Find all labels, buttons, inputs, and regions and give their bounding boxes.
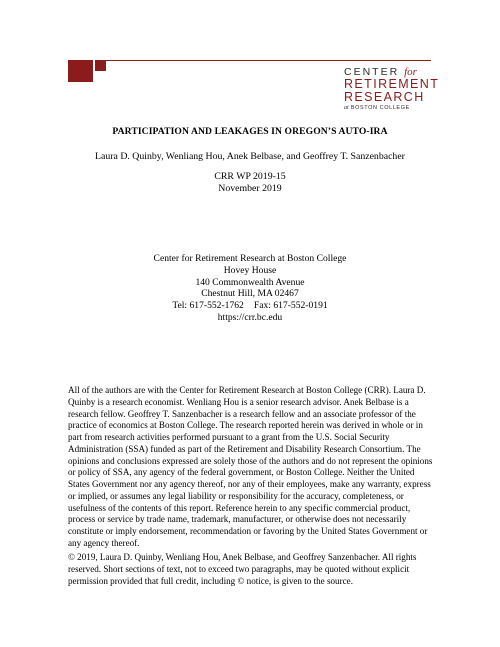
logo-bc-text: BOSTON COLLEGE (350, 105, 410, 111)
logo-at-text: at (344, 105, 349, 111)
copyright-paragraph: © 2019, Laura D. Quinby, Wenliang Hou, Anek Belbase, and Geoffrey Sanzenbacher. All rights reserved. Short sections of text, not to exceed two paragraphs, may be quoted without explicit permission provided that full credit, including © notice, is given to the source. (68, 552, 417, 586)
address-url[interactable]: https://crr.bc.edu (217, 311, 283, 323)
address-street: 140 Commonwealth Avenue (195, 276, 305, 288)
header-rule (106, 60, 431, 61)
address-tel: Tel: 617-552-1762 (172, 300, 244, 312)
logo-line-bc (344, 104, 444, 112)
address-block (0, 253, 500, 324)
address-building: Hovey House (223, 264, 277, 276)
address-phone-line (0, 300, 500, 312)
paper-title: PARTICIPATION AND LEAKAGES IN OREGON’S AUTO-IRA (112, 126, 388, 137)
disclaimer-paragraph: All of the authors are with the Center for Retirement Research at Boston College (CRR). Laura D. Quinby is a research economist. Wenliang Hou is a senior research advisor. Anek Belbase is a research fellow. Geoffrey T. Sanzenbacher is a research fellow and an associate professor of the practice of economics at Boston College. The research reported herein was derived in whole or in part from research activities performed pursuant to a grant from the U.S. Social Security Administration (SSA) funded as part of the Retirement and Disability Research Consortium. The opinions and conclusions expressed are solely those of the authors and do not represent the opinions or policy of SSA, any agency of the federal government, or Boston College. Neither the United States Government nor any agency thereof, nor any of their employees, make any warranty, express or implied, or assumes any legal liability or responsibility for the accuracy, completeness, or usefulness of the contents of this report. Reference herein to any specific commercial product, process or service by trade name, trademark, manufacturer, or otherwise does not necessarily constitute or imply endorsement, recommendation or favoring by the United States Government or any agency thereof. (68, 385, 433, 548)
address-org: Center for Retirement Research at Boston College (153, 253, 347, 264)
logo-retirement-text: RETIREMENT (344, 77, 440, 91)
crr-logo (344, 66, 444, 112)
address-fax: Fax: 617-552-0191 (253, 300, 328, 312)
working-paper-number: CRR WP 2019-15 (214, 171, 286, 182)
paper-date: November 2019 (218, 182, 282, 194)
logo-square-large (68, 60, 93, 82)
logo-research-text: RESEARCH (344, 90, 425, 104)
logo-square-small (95, 60, 106, 71)
logo-for-text: for (404, 66, 417, 78)
logo-center-text: CENTER (344, 66, 400, 78)
paper-authors: Laura D. Quinby, Wenliang Hou, Anek Belbase, and Geoffrey T. Sanzenbacher (95, 151, 405, 162)
address-city: Chestnut Hill, MA 02467 (201, 288, 299, 300)
paper-meta (0, 171, 500, 194)
